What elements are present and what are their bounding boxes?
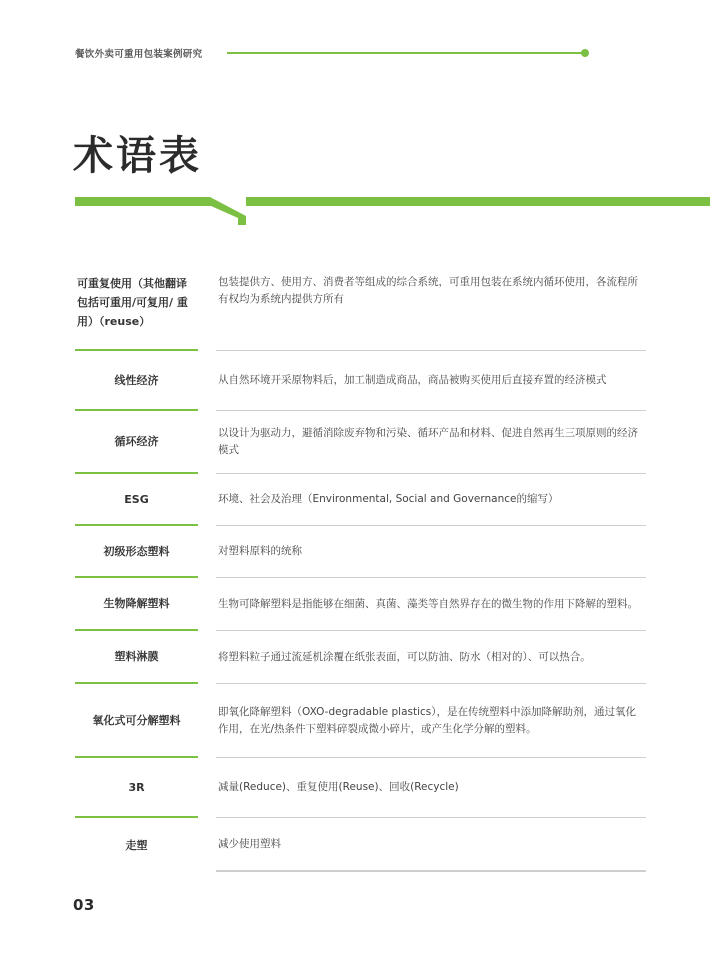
glossary-term: 生物降解塑料 xyxy=(75,578,198,631)
glossary-term: 走塑 xyxy=(125,838,148,852)
glossary-row xyxy=(75,264,646,351)
glossary-term: 氧化式可分解塑料 xyxy=(75,684,198,758)
glossary-row xyxy=(75,351,646,411)
glossary-term: 循环经济 xyxy=(75,411,198,474)
header-rule xyxy=(227,52,585,54)
glossary-definition: 包装提供方、使用方、消费者等组成的综合系统，可重用包装在系统内循环使用，各流程所有权均为系统内提供方所有 xyxy=(216,264,646,351)
running-header xyxy=(75,45,595,61)
glossary-row xyxy=(75,631,646,684)
glossary-definition: 减少使用塑料 xyxy=(216,818,646,872)
glossary-definition: 即氧化降解塑料（OXO-degradable plastics），是在传统塑料中添加降解助剂，通过氧化作用，在光/热条件下塑料碎裂成微小碎片，或产生化学分解的塑料。 xyxy=(216,684,646,758)
glossary-row xyxy=(75,818,646,872)
glossary-row xyxy=(75,758,646,818)
glossary-definition: 从自然环境开采原物料后，加工制造成商品，商品被购买使用后直接弃置的经济模式 xyxy=(216,351,646,411)
glossary-definition: 环境、社会及治理（Environmental, Social and Governance的缩写） xyxy=(216,474,646,526)
glossary-term: 初级形态塑料 xyxy=(75,526,198,578)
page-title: 术语表 xyxy=(73,133,202,179)
glossary-row xyxy=(75,474,646,526)
glossary-definition: 生物可降解塑料是指能够在细菌、真菌、藻类等自然界存在的微生物的作用下降解的塑料。 xyxy=(216,578,646,631)
glossary-term: 3R xyxy=(75,758,198,818)
glossary-definition: 减量(Reduce)、重复使用(Reuse)、回收(Recycle) xyxy=(216,758,646,818)
glossary-definition: 以设计为驱动力，避循消除废弃物和污染、循环产品和材料、促进自然再生三项原则的经济模式 xyxy=(216,411,646,474)
glossary-term: 可重复使用（其他翻译包括可重用/可复用/ 重用）（reuse） xyxy=(75,264,198,351)
glossary-term: ESG xyxy=(75,474,198,526)
glossary-term: 塑料淋膜 xyxy=(75,631,198,684)
glossary-row xyxy=(75,684,646,758)
glossary-row xyxy=(75,578,646,631)
glossary-table xyxy=(75,264,646,872)
glossary-row xyxy=(75,411,646,474)
title-underline-bar xyxy=(0,194,710,228)
header-dot xyxy=(581,49,589,57)
glossary-row xyxy=(75,526,646,578)
glossary-term: 线性经济 xyxy=(75,351,198,411)
page-number: 03 xyxy=(73,896,95,914)
glossary-definition: 对塑料原料的统称 xyxy=(216,526,646,578)
header-title: 餐饮外卖可重用包装案例研究 xyxy=(75,49,203,60)
glossary-definition: 将塑料粒子通过流延机涂覆在纸张表面，可以防油、防水（相对的）、可以热合。 xyxy=(216,631,646,684)
